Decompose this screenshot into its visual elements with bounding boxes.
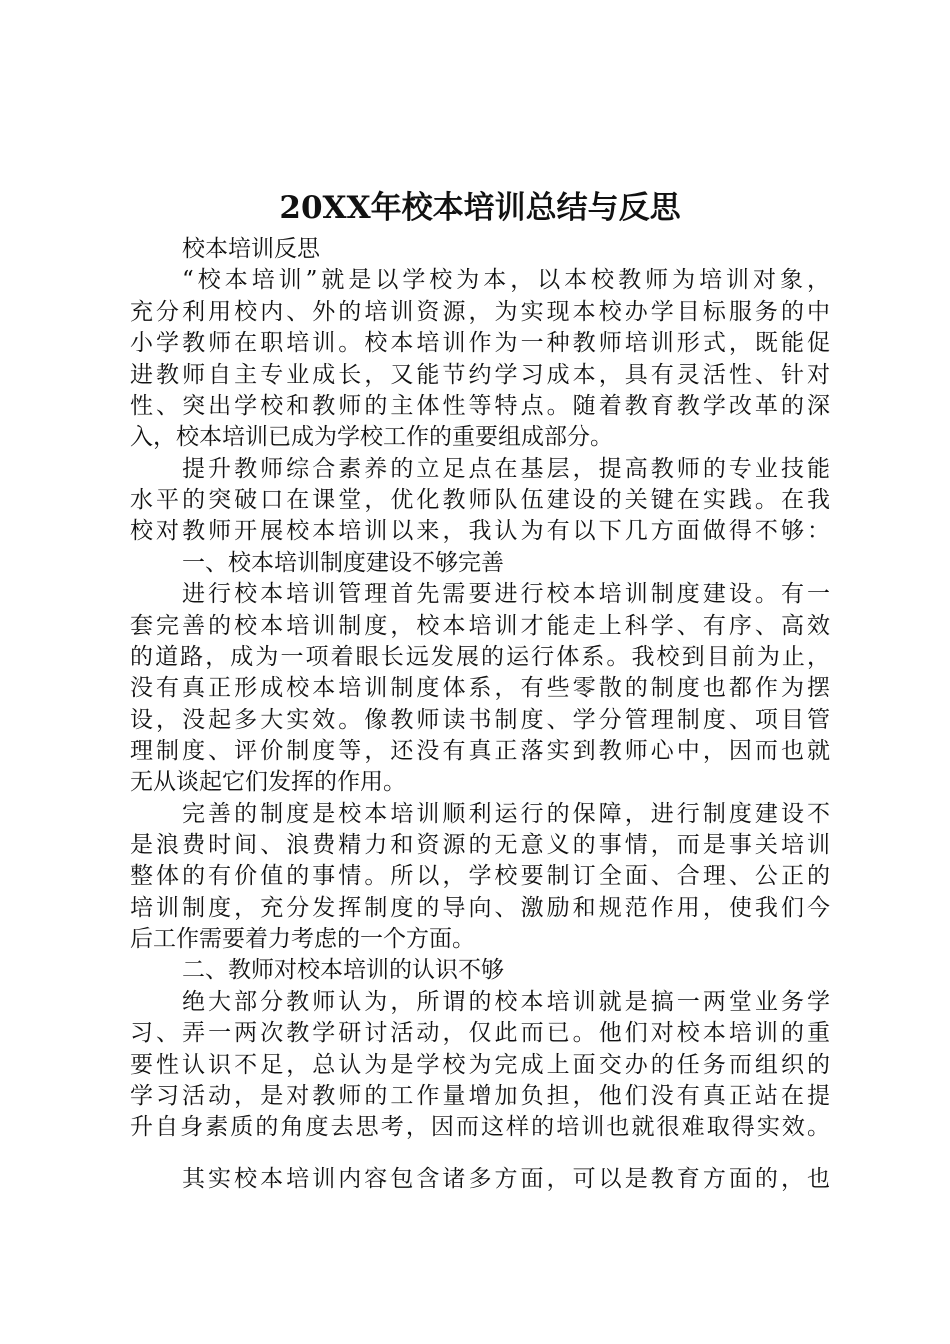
text-line: 套完善的校本培训制度，校本培训才能走上科学、有序、高效 bbox=[130, 613, 830, 639]
text-line: 的道路，成为一项着眼长远发展的运行体系。我校到目前为止， bbox=[130, 644, 830, 670]
text-line: 设，没起多大实效。像教师读书制度、学分管理制度、项目管 bbox=[130, 707, 830, 733]
text-line: 校本培训反思 bbox=[182, 236, 320, 262]
text-line: 入，校本培训已成为学校工作的重要组成部分。 bbox=[130, 424, 613, 450]
text-line: 要性认识不足，总认为是学校为完成上面交办的任务而组织的 bbox=[130, 1052, 830, 1078]
text-line: 小学教师在职培训。校本培训作为一种教师培训形式，既能促 bbox=[130, 330, 830, 356]
text-line: 充分利用校内、外的培训资源，为实现本校办学目标服务的中 bbox=[130, 299, 830, 325]
text-line: 性、突出学校和教师的主体性等特点。随着教育教学改革的深 bbox=[130, 393, 830, 419]
text-line: 整体的有价值的事情。所以，学校要制订全面、合理、公正的 bbox=[130, 863, 830, 889]
text-line: 理制度、评价制度等，还没有真正落实到教师心中，因而也就 bbox=[130, 738, 830, 764]
text-line: 学习活动，是对教师的工作量增加负担，他们没有真正站在提 bbox=[130, 1083, 830, 1109]
text-line: 提升教师综合素养的立足点在基层，提高教师的专业技能 bbox=[182, 456, 830, 482]
text-line: 是浪费时间、浪费精力和资源的无意义的事情，而是事关培训 bbox=[130, 832, 830, 858]
text-line: 后工作需要着力考虑的一个方面。 bbox=[130, 926, 475, 952]
text-line: 水平的突破口在课堂，优化教师队伍建设的关键在实践。在我 bbox=[130, 487, 830, 513]
text-line: 进教师自主专业成长，又能节约学习成本，具有灵活性、针对 bbox=[130, 362, 830, 388]
text-line: 其实校本培训内容包含诸多方面，可以是教育方面的，也 bbox=[182, 1166, 830, 1192]
section-heading: 一、校本培训制度建设不够完善 bbox=[182, 550, 504, 576]
text-line: 培训制度，充分发挥制度的导向、激励和规范作用，使我们今 bbox=[130, 895, 830, 921]
text-line: 完善的制度是校本培训顺利运行的保障，进行制度建设不 bbox=[182, 801, 830, 827]
text-line: 无从谈起它们发挥的作用。 bbox=[130, 769, 406, 795]
document-title: 20XX年校本培训总结与反思 bbox=[279, 190, 681, 226]
text-line: “校本培训”就是以学校为本，以本校教师为培训对象， bbox=[182, 267, 830, 293]
text-line: 升自身素质的角度去思考，因而这样的培训也就很难取得实效。 bbox=[130, 1114, 830, 1140]
section-heading: 二、教师对校本培训的认识不够 bbox=[182, 957, 504, 983]
text-line: 没有真正形成校本培训制度体系，有些零散的制度也都作为摆 bbox=[130, 675, 830, 701]
text-line: 校对教师开展校本培训以来，我认为有以下几方面做得不够： bbox=[130, 518, 830, 544]
text-line: 习、弄一两次教学研讨活动，仅此而已。他们对校本培训的重 bbox=[130, 1020, 830, 1046]
text-line: 绝大部分教师认为，所谓的校本培训就是搞一两堂业务学 bbox=[182, 989, 830, 1015]
text-line: 进行校本培训管理首先需要进行校本培训制度建设。有一 bbox=[182, 581, 830, 607]
